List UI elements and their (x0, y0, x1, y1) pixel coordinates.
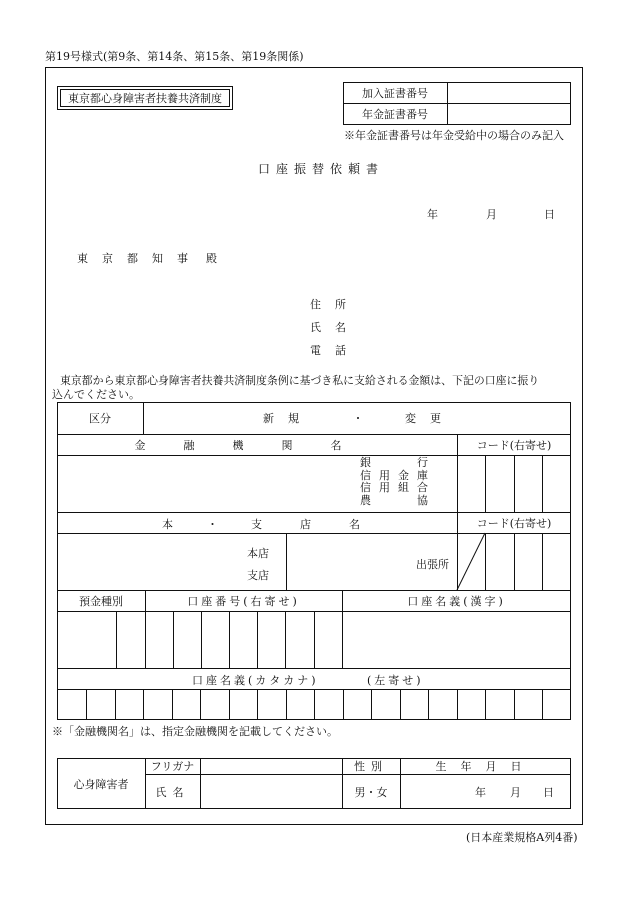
birth-month: 月 (510, 786, 521, 799)
sub-branch-label: 出張所 (416, 558, 449, 571)
name-label: 氏名 (310, 321, 360, 334)
account-number-field[interactable] (146, 612, 341, 667)
enrollment-number-field[interactable] (448, 83, 570, 102)
account-holder-kanji-field[interactable] (344, 612, 570, 667)
institution-note: ※「金融機関名」は、指定金融機関を記載してください。 (52, 725, 338, 738)
branch-code-header: コード(右寄せ) (476, 517, 552, 530)
account-holder-kana-field[interactable] (58, 690, 570, 719)
system-name: 東京都心身障害者扶養共済制度 (60, 89, 230, 107)
gender-label: 性別 (354, 760, 388, 773)
category-label: 区分 (89, 412, 111, 425)
honorific: 殿 (206, 252, 217, 265)
new-option[interactable]: 新規 (263, 412, 313, 425)
pension-note: ※年金証書番号は年金受給中の場合のみ記入 (344, 129, 564, 142)
birth-date-label: 生年月日 (435, 760, 536, 773)
pension-number-field[interactable] (448, 104, 570, 124)
gender-options[interactable]: 男・女 (354, 785, 388, 799)
deposit-type-field[interactable] (58, 612, 114, 667)
option-separator: ・ (352, 412, 364, 425)
account-number-header: 口座番号(右寄せ) (187, 595, 300, 608)
institution-types: 銀 行 信 用 金 庫 信 用 組 合 農 協 (360, 456, 428, 507)
date-day: 日 (544, 208, 555, 221)
addressee: 東京都知事 (77, 252, 202, 265)
head-office-label: 本店 (247, 547, 269, 560)
furigana-label: フリガナ (150, 760, 195, 773)
person-name-field[interactable] (201, 775, 341, 808)
page-title: 口座振替依頼書 (258, 162, 385, 176)
address-label: 住所 (310, 298, 360, 311)
branch-name-field[interactable] (58, 534, 238, 589)
date-year: 年 (427, 208, 438, 221)
phone-label: 電話 (310, 344, 360, 357)
person-name-label: 氏名 (155, 785, 190, 799)
pension-number-label: 年金証書番号 (362, 108, 428, 121)
institution-name-field[interactable] (58, 456, 354, 511)
change-option[interactable]: 変更 (405, 412, 455, 425)
date-month: 月 (486, 208, 497, 221)
deposit-type-header: 預金種別 (79, 595, 123, 608)
furigana-field[interactable] (201, 759, 341, 773)
body-text-line2: 込んでください。 (52, 388, 140, 401)
form-number: 第19号様式(第9条、第14条、第15条、第19条関係) (45, 50, 304, 63)
branch-office-label: 支店 (247, 569, 269, 582)
birth-day: 日 (543, 786, 554, 799)
enrollment-number-label: 加入証書番号 (362, 86, 428, 100)
body-text-line1: 東京都から東京都心身障害者扶養共済制度条例に基づき私に支給される金額は、下記の口座に振り (60, 374, 540, 387)
account-holder-kanji-header: 口座名義(漢字) (407, 595, 506, 608)
system-name-box (57, 86, 233, 110)
institution-name-header: 金融機関名 (134, 439, 380, 452)
institution-code-header: コード(右寄せ) (476, 439, 552, 452)
diagonal-slash (457, 533, 485, 590)
account-holder-kana-header: 口座名義(カタカナ) (左寄せ) (192, 674, 424, 687)
branch-name-header: 本 ・ 支店名 (162, 518, 398, 531)
birth-year: 年 (475, 786, 486, 799)
footer-standard: (日本産業規格A列4番) (466, 831, 578, 844)
person-label: 心身障害者 (73, 777, 129, 791)
